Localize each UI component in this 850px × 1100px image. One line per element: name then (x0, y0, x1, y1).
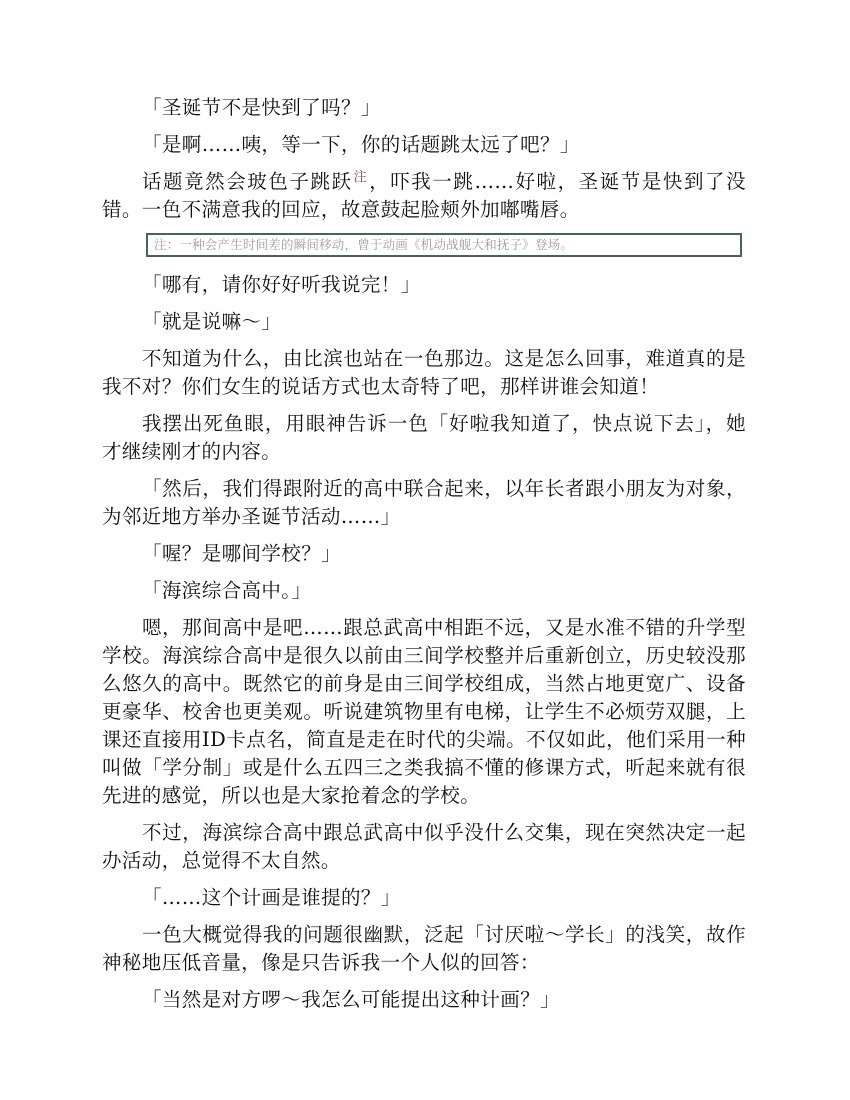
paragraph-5: 「就是说嘛～」 (142, 310, 282, 333)
paragraph-15: 「当然是对方啰～我怎么可能提出这种计画？」 (142, 988, 560, 1011)
paragraph-with-footnote-mark (102, 168, 746, 224)
paragraph-14: 一色大概觉得我的问题很幽默，泛起「讨厌啦～学长」的浅笑，故作神秘地压低音量，像是只告诉我一个人似的回答： (102, 923, 746, 974)
paragraph-10: 「海滨综合高中。」 (142, 579, 312, 602)
paragraph-8: 「然后，我们得跟附近的高中联合起来，以年长者跟小朋友为对象，为邻近地方举办圣诞节活动……」 (102, 477, 746, 528)
paragraph-4: 「哪有，请你好好听我说完！」 (142, 273, 421, 296)
paragraph-11: 嗯，那间高中是吧……跟总武高中相距不远，又是水准不错的升学型学校。海滨综合高中是很久以前由三间学校整并后重新创立，历史较没那么悠久的高中。既然它的前身是由三间学校组成，当然占地更宽广、设备更豪华、校舍也更美观。听说建筑物里有电梯，让学生不必烦劳双腿，上课还直接用ID卡点名，简直是走在时代的尖端。不仅如此，他们采用一种叫做「学分制」或是什么五四三之类我搞不懂的修课方式，听起来就有很先进的感觉，所以也是大家抢着念的学校。 (102, 616, 746, 807)
footnote-box: 注：一种会产生时间差的瞬间移动，曾于动画《机动战舰大和抚子》登场。 (146, 233, 742, 257)
note-paragraph-text-after: ，吓我一跳……好啦，圣诞节是快到了没错。一色不满意我的回应，故意鼓起脸颊外加嘟嘴唇。 (102, 170, 746, 221)
paragraph-7: 我摆出死鱼眼，用眼神告诉一色「好啦我知道了，快点说下去」，她才继续刚才的内容。 (102, 412, 746, 463)
paragraph-1: 「圣诞节不是快到了吗？」 (142, 96, 381, 119)
note-paragraph-text-before: 话题竟然会玻色子跳跃 (142, 170, 353, 193)
paragraph-2: 「是啊……咦，等一下，你的话题跳太远了吧？」 (142, 133, 580, 156)
footnote-marker: 注 (353, 169, 369, 185)
paragraph-6: 不知道为什么，由比滨也站在一色那边。这是怎么回事，难道真的是我不对？你们女生的说话方式也太奇特了吧，那样讲谁会知道！ (102, 347, 746, 398)
paragraph-12: 不过，海滨综合高中跟总武高中似乎没什么交集，现在突然决定一起办活动，总觉得不太自然。 (102, 821, 746, 872)
paragraph-9: 「喔？是哪间学校？」 (142, 542, 342, 565)
paragraph-13: 「……这个计画是谁提的？」 (142, 886, 401, 909)
document-page (102, 94, 746, 1023)
